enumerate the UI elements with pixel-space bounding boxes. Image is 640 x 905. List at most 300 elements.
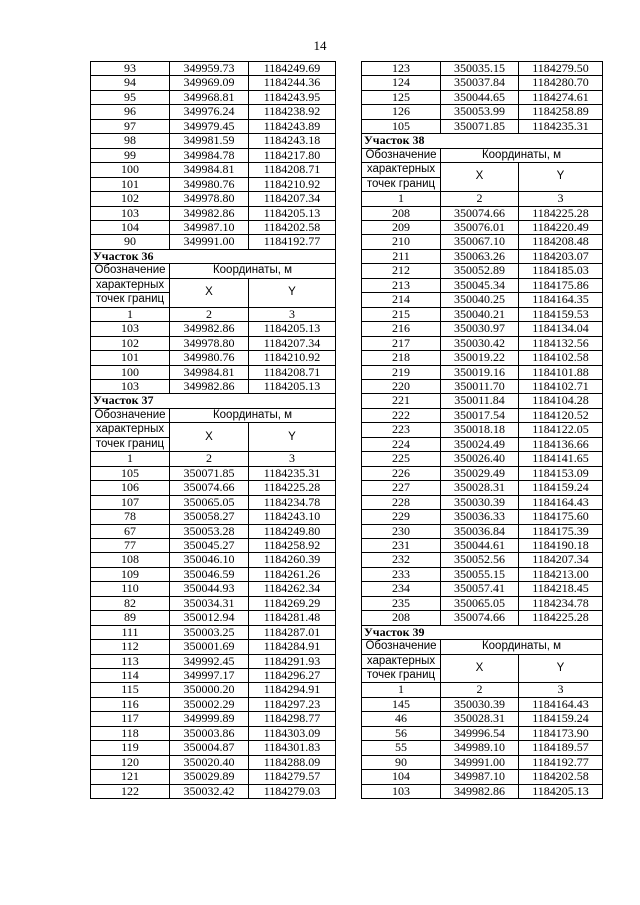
y-coordinate: 1184136.66 [519,437,603,451]
y-coordinate: 1184202.58 [249,220,336,234]
column-number: 2 [441,683,519,697]
coordinate-row [362,741,603,755]
x-header: X [170,278,249,307]
x-header: X [441,654,519,683]
x-coordinate: 350065.05 [170,495,249,509]
point-number: 105 [362,119,441,133]
section-title: Участок 39 [362,625,603,639]
coordinate-row [91,62,336,76]
x-coordinate: 350046.10 [170,553,249,567]
y-coordinate: 1184175.86 [519,278,603,292]
designation-header: точек границ [91,293,170,307]
header-row [91,423,336,437]
x-coordinate: 350044.61 [441,538,519,552]
y-coordinate: 1184207.34 [249,336,336,350]
coordinate-row [362,423,603,437]
y-coordinate: 1184281.48 [249,611,336,625]
y-coordinate: 1184274.61 [519,90,603,104]
x-coordinate: 350053.28 [170,524,249,538]
point-number: 102 [91,192,170,206]
x-coordinate: 350036.84 [441,524,519,538]
y-coordinate: 1184164.35 [519,293,603,307]
point-number: 117 [91,712,170,726]
right-coordinates-table [361,61,603,799]
y-coordinate: 1184120.52 [519,408,603,422]
point-number: 222 [362,408,441,422]
x-coordinate: 349959.73 [170,62,249,76]
point-number: 216 [362,322,441,336]
coordinate-row [362,596,603,610]
y-coordinate: 1184234.78 [249,495,336,509]
y-coordinate: 1184102.58 [519,351,603,365]
x-coordinate: 350074.66 [170,481,249,495]
coordinate-row [91,322,336,336]
designation-header: характерных [362,654,441,668]
y-coordinate: 1184261.26 [249,567,336,581]
coordinate-row [362,235,603,249]
point-number: 111 [91,625,170,639]
point-number: 218 [362,351,441,365]
x-coordinate: 349982.86 [170,206,249,220]
coordinate-row [362,76,603,90]
designation-header: характерных [362,163,441,177]
x-coordinate: 350046.59 [170,567,249,581]
y-coordinate: 1184225.28 [249,481,336,495]
point-number: 208 [362,611,441,625]
left-coordinates-column [90,61,336,799]
x-coordinate: 350000.20 [170,683,249,697]
point-number: 90 [91,235,170,249]
y-header: Y [249,423,336,452]
x-coordinate: 349982.86 [170,322,249,336]
x-coordinate: 350028.31 [441,481,519,495]
point-number: 101 [91,177,170,191]
x-coordinate: 349978.80 [170,192,249,206]
coordinate-row [362,524,603,538]
y-coordinate: 1184218.45 [519,582,603,596]
coordinate-row [362,770,603,784]
point-number: 225 [362,452,441,466]
section-title-row [362,134,603,148]
x-coordinate: 350040.25 [441,293,519,307]
column-number: 3 [249,307,336,321]
point-number: 208 [362,206,441,220]
point-number: 110 [91,582,170,596]
y-header: Y [519,654,603,683]
y-header: Y [249,278,336,307]
x-coordinate: 349969.09 [170,76,249,90]
y-coordinate: 1184217.80 [249,148,336,162]
point-number: 220 [362,379,441,393]
point-number: 93 [91,62,170,76]
y-coordinate: 1184279.50 [519,62,603,76]
x-coordinate: 349987.10 [441,770,519,784]
point-number: 95 [91,90,170,104]
point-number: 221 [362,394,441,408]
coordinate-row [91,611,336,625]
point-number: 77 [91,538,170,552]
coordinate-row [362,119,603,133]
coordinate-row [362,755,603,769]
coordinate-row [362,452,603,466]
y-coordinate: 1184279.03 [249,784,336,798]
column-number: 1 [91,307,170,321]
coordinate-row [91,192,336,206]
designation-header: Обозначение [362,148,441,162]
section-title-row [91,249,336,263]
y-coordinate: 1184192.77 [249,235,336,249]
coordinate-row [91,163,336,177]
x-coordinate: 350058.27 [170,510,249,524]
point-number: 233 [362,567,441,581]
x-coordinate: 349980.76 [170,351,249,365]
point-number: 229 [362,510,441,524]
x-coordinate: 350019.22 [441,351,519,365]
point-number: 78 [91,510,170,524]
coordinate-row [362,697,603,711]
x-coordinate: 350029.49 [441,466,519,480]
point-number: 118 [91,726,170,740]
y-coordinate: 1184207.34 [249,192,336,206]
y-coordinate: 1184175.60 [519,510,603,524]
point-number: 122 [91,784,170,798]
y-coordinate: 1184104.28 [519,394,603,408]
point-number: 123 [362,62,441,76]
column-number: 3 [249,452,336,466]
point-number: 114 [91,669,170,683]
coordinates-header: Координаты, м [170,408,336,422]
coordinate-row [362,62,603,76]
coordinate-row [362,351,603,365]
y-coordinate: 1184205.13 [249,206,336,220]
y-coordinate: 1184189.57 [519,741,603,755]
y-coordinate: 1184122.05 [519,423,603,437]
y-coordinate: 1184164.43 [519,495,603,509]
y-coordinate: 1184208.71 [249,365,336,379]
x-coordinate: 349997.17 [170,669,249,683]
y-coordinate: 1184303.09 [249,726,336,740]
x-coordinate: 350052.56 [441,553,519,567]
y-coordinate: 1184205.13 [249,379,336,393]
point-number: 108 [91,553,170,567]
section-title: Участок 36 [91,249,336,263]
y-coordinate: 1184134.04 [519,322,603,336]
coordinate-row [91,235,336,249]
coordinate-row [91,654,336,668]
x-coordinate: 349976.24 [170,105,249,119]
y-coordinate: 1184141.65 [519,452,603,466]
point-number: 210 [362,235,441,249]
x-coordinate: 350040.21 [441,307,519,321]
y-coordinate: 1184294.91 [249,683,336,697]
column-number: 1 [362,683,441,697]
point-number: 109 [91,567,170,581]
designation-header: точек границ [91,437,170,451]
designation-header: точек границ [362,669,441,683]
header-row [91,408,336,422]
x-coordinate: 350055.15 [441,567,519,581]
x-coordinate: 350053.99 [441,105,519,119]
point-number: 103 [362,784,441,798]
coordinate-row [362,582,603,596]
y-coordinate: 1184249.80 [249,524,336,538]
coordinate-row [362,466,603,480]
x-coordinate: 349984.81 [170,365,249,379]
point-number: 99 [91,148,170,162]
coordinate-row [91,712,336,726]
point-number: 214 [362,293,441,307]
coordinate-row [362,495,603,509]
x-coordinate: 349982.86 [170,379,249,393]
x-coordinate: 350017.54 [441,408,519,422]
x-coordinate: 350045.27 [170,538,249,552]
y-coordinate: 1184159.24 [519,712,603,726]
y-coordinate: 1184238.92 [249,105,336,119]
coordinate-row [91,466,336,480]
x-coordinate: 350020.40 [170,755,249,769]
column-number-row [362,192,603,206]
y-coordinate: 1184164.43 [519,697,603,711]
x-coordinate: 350018.18 [441,423,519,437]
y-coordinate: 1184202.58 [519,770,603,784]
y-coordinate: 1184220.49 [519,220,603,234]
header-row [91,278,336,292]
coordinate-row [91,669,336,683]
point-number: 215 [362,307,441,321]
y-coordinate: 1184298.77 [249,712,336,726]
y-coordinate: 1184173.90 [519,726,603,740]
coordinate-row [91,524,336,538]
coordinate-row [91,784,336,798]
x-coordinate: 350030.39 [441,697,519,711]
point-number: 67 [91,524,170,538]
designation-header: Обозначение [362,640,441,654]
point-number: 100 [91,365,170,379]
coordinate-row [91,582,336,596]
coordinate-row [362,379,603,393]
coordinate-row [362,538,603,552]
y-coordinate: 1184207.34 [519,553,603,567]
y-coordinate: 1184243.95 [249,90,336,104]
y-coordinate: 1184279.57 [249,770,336,784]
y-coordinate: 1184243.89 [249,119,336,133]
y-coordinate: 1184225.28 [519,611,603,625]
coordinate-row [91,770,336,784]
designation-header: характерных [91,278,170,292]
point-number: 234 [362,582,441,596]
point-number: 119 [91,741,170,755]
y-coordinate: 1184260.39 [249,553,336,567]
coordinate-row [362,105,603,119]
y-coordinate: 1184284.91 [249,640,336,654]
point-number: 232 [362,553,441,567]
point-number: 121 [91,770,170,784]
y-coordinate: 1184269.29 [249,596,336,610]
point-number: 55 [362,741,441,755]
point-number: 82 [91,596,170,610]
point-number: 116 [91,697,170,711]
coordinate-row [91,567,336,581]
y-coordinate: 1184185.03 [519,264,603,278]
x-coordinate: 349979.45 [170,119,249,133]
coordinate-row [91,553,336,567]
x-coordinate: 349982.86 [441,784,519,798]
coordinate-row [362,394,603,408]
point-number: 226 [362,466,441,480]
point-number: 120 [91,755,170,769]
x-coordinate: 350057.41 [441,582,519,596]
point-number: 213 [362,278,441,292]
column-number: 2 [170,307,249,321]
x-coordinate: 350026.40 [441,452,519,466]
header-row [362,640,603,654]
coordinate-row [362,611,603,625]
column-number: 2 [441,192,519,206]
header-row [362,148,603,162]
coordinate-row [91,379,336,393]
y-coordinate: 1184234.78 [519,596,603,610]
point-number: 107 [91,495,170,509]
point-number: 103 [91,206,170,220]
coordinate-row [362,712,603,726]
header-row [362,654,603,668]
coordinate-row [91,148,336,162]
coordinate-row [91,538,336,552]
designation-header: характерных [91,423,170,437]
x-coordinate: 349978.80 [170,336,249,350]
point-number: 102 [91,336,170,350]
x-coordinate: 350071.85 [441,119,519,133]
coordinate-row [362,408,603,422]
point-number: 98 [91,134,170,148]
x-coordinate: 350003.86 [170,726,249,740]
coordinate-row [91,755,336,769]
coordinate-row [362,249,603,263]
left-coordinates-table [90,61,336,799]
coordinate-row [362,206,603,220]
y-coordinate: 1184296.27 [249,669,336,683]
point-number: 217 [362,336,441,350]
coordinate-row [91,90,336,104]
coordinate-row [91,134,336,148]
coordinate-row [91,76,336,90]
point-number: 124 [362,76,441,90]
section-title: Участок 37 [91,394,336,408]
y-coordinate: 1184153.09 [519,466,603,480]
x-header: X [170,423,249,452]
coordinate-row [91,625,336,639]
point-number: 89 [91,611,170,625]
coordinate-row [362,293,603,307]
coordinate-row [91,596,336,610]
coordinate-row [91,741,336,755]
point-number: 90 [362,755,441,769]
y-coordinate: 1184243.10 [249,510,336,524]
y-coordinate: 1184159.53 [519,307,603,321]
x-coordinate: 350074.66 [441,611,519,625]
coordinate-row [362,264,603,278]
x-coordinate: 349989.10 [441,741,519,755]
coordinate-row [362,307,603,321]
point-number: 235 [362,596,441,610]
y-coordinate: 1184175.39 [519,524,603,538]
point-number: 126 [362,105,441,119]
coordinate-row [362,784,603,798]
right-coordinates-column [361,61,603,799]
coordinate-row [362,220,603,234]
coordinate-row [362,322,603,336]
coordinate-row [91,640,336,654]
designation-header: Обозначение [91,264,170,278]
coordinates-header: Координаты, м [441,640,603,654]
coordinate-row [91,726,336,740]
coordinate-row [91,697,336,711]
point-number: 101 [91,351,170,365]
point-number: 219 [362,365,441,379]
x-coordinate: 350024.49 [441,437,519,451]
column-number: 2 [170,452,249,466]
x-coordinate: 350071.85 [170,466,249,480]
column-number-row [91,452,336,466]
point-number: 223 [362,423,441,437]
point-number: 227 [362,481,441,495]
point-number: 230 [362,524,441,538]
point-number: 56 [362,726,441,740]
coordinate-row [91,351,336,365]
coordinate-row [362,336,603,350]
column-number: 1 [91,452,170,466]
x-coordinate: 350067.10 [441,235,519,249]
x-coordinate: 349991.00 [441,755,519,769]
point-number: 125 [362,90,441,104]
point-number: 103 [91,379,170,393]
x-coordinate: 349992.45 [170,654,249,668]
x-coordinate: 349991.00 [170,235,249,249]
coordinate-row [362,726,603,740]
x-coordinate: 350029.89 [170,770,249,784]
x-coordinate: 349999.89 [170,712,249,726]
y-coordinate: 1184291.93 [249,654,336,668]
y-coordinate: 1184243.18 [249,134,336,148]
point-number: 105 [91,466,170,480]
x-coordinate: 350044.93 [170,582,249,596]
y-coordinate: 1184297.23 [249,697,336,711]
x-coordinate: 350004.87 [170,741,249,755]
section-title: Участок 38 [362,134,603,148]
coordinate-row [362,510,603,524]
coordinate-row [362,278,603,292]
point-number: 104 [91,220,170,234]
y-coordinate: 1184244.36 [249,76,336,90]
x-header: X [441,163,519,192]
x-coordinate: 349984.78 [170,148,249,162]
x-coordinate: 350030.97 [441,322,519,336]
y-coordinate: 1184235.31 [519,119,603,133]
y-coordinate: 1184190.18 [519,538,603,552]
x-coordinate: 349981.59 [170,134,249,148]
x-coordinate: 350030.39 [441,495,519,509]
x-coordinate: 350011.70 [441,379,519,393]
point-number: 97 [91,119,170,133]
x-coordinate: 350034.31 [170,596,249,610]
column-number: 3 [519,192,603,206]
y-coordinate: 1184205.13 [249,322,336,336]
coordinate-row [91,105,336,119]
coordinate-row [91,177,336,191]
page-number: 14 [313,38,327,53]
point-number: 94 [91,76,170,90]
y-coordinate: 1184225.28 [519,206,603,220]
